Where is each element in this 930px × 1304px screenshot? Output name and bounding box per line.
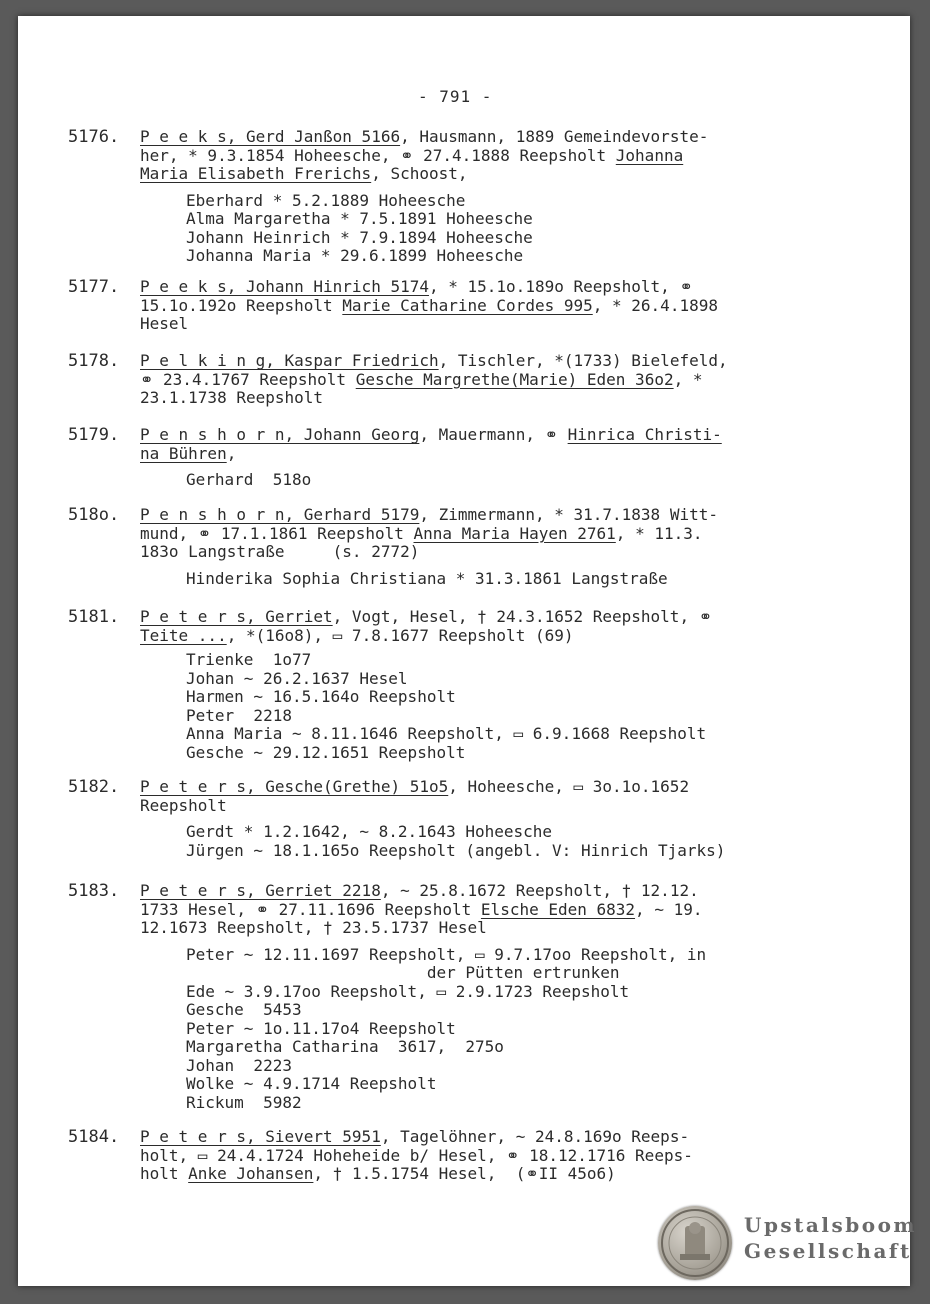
text-segment: , Hausmann, 1889 Gemeindevorste- (400, 127, 709, 146)
page-number: - 791 - (418, 87, 493, 106)
text-segment: , *(16o8), ▭ 7.8.1677 Reepsholt (69) (226, 625, 574, 645)
entry-text (140, 128, 840, 184)
text-segment: , ~ 25.8.1672 Reepsholt, † 12.12. (380, 881, 699, 900)
text-segment: her, * 9.3.1854 Hoheesche, ⚭ 27.4.1888 Reepsholt (140, 145, 616, 165)
child-item: Peter 2218 (186, 705, 292, 725)
text-segment: mund, ⚭ 17.1.1861 Reepsholt (140, 523, 414, 543)
underlined-name: P e t e r s, Gerriet (140, 607, 333, 626)
text-segment: Reepsholt (140, 795, 227, 815)
entry-number: 5177. (68, 277, 120, 297)
entry-line (140, 352, 840, 371)
entry-line (140, 882, 840, 901)
child-item: Wolke ~ 4.9.1714 Reepsholt (186, 1074, 437, 1093)
underlined-name: Teite ... (140, 625, 227, 645)
child-item: Ede ~ 3.9.17oo Reepsholt, ▭ 2.9.1723 Reepsholt (186, 981, 630, 1001)
text-segment: , Schoost, (371, 164, 468, 183)
child-item: Johann Heinrich * 7.9.1894 Hoheesche (186, 227, 533, 247)
underlined-name: Maria Elisabeth Frerichs (140, 164, 372, 183)
child-item: Peter ~ 12.11.1697 Reepsholt, ▭ 9.7.17oo Reepsholt, in (186, 944, 707, 964)
entry-line (140, 426, 840, 445)
child-item: Gesche ~ 29.12.1651 Reepsholt (186, 742, 466, 762)
text-segment: ⚭ 23.4.1767 Reepsholt (140, 369, 356, 389)
underlined-name: Elsche Eden 6832 (480, 899, 636, 919)
child-item: Gesche 5453 (186, 1000, 302, 1019)
society-logo (658, 1204, 918, 1284)
text-segment: Hesel (140, 314, 189, 333)
child-item: Jürgen ~ 18.1.165o Reepsholt (angebl. V: Hinrich Tjarks) (186, 840, 726, 860)
text-segment: , Tischler, *(1733) Bielefeld, (438, 351, 728, 370)
entry-line (140, 297, 840, 316)
entry-text (140, 506, 840, 562)
entry-text (140, 778, 840, 815)
entry-line (140, 919, 840, 938)
society-name (744, 1212, 917, 1264)
entry-line (140, 389, 840, 408)
child-item: Johanna Maria * 29.6.1899 Hoheesche (186, 246, 524, 265)
entry-text (140, 608, 840, 645)
children-list (186, 823, 846, 860)
text-segment: 1733 Hesel, ⚭ 27.11.1696 Reepsholt (140, 899, 481, 919)
society-name-line1: Upstalsboom (744, 1213, 918, 1237)
underlined-name: P e t e r s, Gerriet 2218 (140, 881, 381, 900)
underlined-name: na Bühren (140, 443, 227, 463)
entry-line (140, 525, 840, 544)
entry-text (140, 278, 840, 334)
text-segment: 12.1673 Reepsholt, † 23.5.1737 Hesel (140, 918, 487, 937)
underlined-name: Anke Johansen (188, 1164, 314, 1183)
entry-text (140, 426, 840, 463)
text-segment: , (226, 443, 237, 463)
children-list (186, 471, 846, 490)
children-list (186, 651, 846, 762)
underlined-name: Gesche Margrethe(Marie) Eden 36o2 (355, 369, 674, 389)
child-item: Johan ~ 26.2.1637 Hesel (186, 668, 408, 688)
children-list (186, 570, 846, 589)
underlined-name: P e n s h o r n, Johann Georg (140, 425, 420, 444)
entry-line (140, 1128, 840, 1147)
text-segment: , * 26.4.1898 (592, 295, 718, 315)
underlined-name: P e e k s, Gerd Janßon 5166 (140, 127, 401, 146)
entry-line (140, 371, 840, 390)
seal-emblem-icon (658, 1206, 732, 1280)
children-list (186, 192, 846, 266)
text-segment: holt, ▭ 24.4.1724 Hoheheide b/ Hesel, ⚭ 18.12.1716 Reeps- (140, 1145, 693, 1165)
entry-number: 5176. (68, 127, 120, 147)
entry-line (140, 901, 840, 920)
text-segment: , Tagelöhner, ~ 24.8.169o Reeps- (380, 1127, 690, 1146)
text-segment: , Hoheesche, ▭ 3o.1o.1652 (448, 777, 690, 796)
text-segment: , * (673, 369, 703, 389)
child-item: Gerhard 518o (186, 470, 312, 489)
child-item: der Pütten ertrunken (186, 963, 620, 982)
child-item: Eberhard * 5.2.1889 Hoheesche (186, 190, 466, 210)
society-name-line2: Gesellschaft (744, 1239, 912, 1263)
text-segment: , ~ 19. (635, 899, 703, 919)
child-item: Johan 2223 (186, 1055, 292, 1075)
entry-line (140, 543, 840, 562)
entry-line (140, 797, 840, 816)
children-list (186, 946, 846, 1113)
entry-number: 5178. (68, 351, 120, 371)
text-segment: 23.1.1738 Reepsholt (140, 388, 324, 407)
text-segment: , Zimmermann, * 31.7.1838 Witt- (419, 505, 718, 524)
underlined-name: Hinrica Christi- (567, 425, 722, 444)
child-item: Hinderika Sophia Christiana * 31.3.1861 Langstraße (186, 568, 668, 588)
entry-line (140, 1165, 840, 1184)
entry-number: 518o. (68, 505, 120, 525)
text-segment: , † 1.5.1754 Hesel, (⚭II 45o6) (313, 1164, 616, 1183)
child-item: Margaretha Catharina 3617, 275o (186, 1037, 504, 1056)
text-segment: , * 15.1o.189o Reepsholt, ⚭ (428, 277, 693, 296)
entry-line (140, 608, 840, 627)
text-segment: holt (140, 1164, 189, 1183)
text-segment: , * 11.3. (615, 523, 703, 543)
entry-line (140, 147, 840, 166)
underlined-name: P e n s h o r n, Gerhard 5179 (140, 505, 420, 524)
child-item: Rickum 5982 (186, 1092, 302, 1112)
entry-number: 5182. (68, 777, 120, 797)
child-item: Harmen ~ 16.5.164o Reepsholt (186, 687, 456, 706)
text-segment: , Vogt, Hesel, † 24.3.1652 Reepsholt, ⚭ (332, 607, 713, 626)
child-item: Trienke 1o77 (186, 650, 312, 669)
entry-number: 5179. (68, 425, 120, 445)
document-page (18, 16, 918, 1286)
underlined-name: P e t e r s, Gesche(Grethe) 51o5 (140, 777, 449, 796)
text-segment: 183o Langstraße (s. 2772) (140, 542, 420, 561)
entry-text (140, 1128, 840, 1184)
entry-text (140, 352, 840, 408)
entry-number: 5181. (68, 607, 120, 627)
text-segment: 15.1o.192o Reepsholt (140, 295, 343, 315)
entry-line (140, 778, 840, 797)
child-item: Gerdt * 1.2.1642, ~ 8.2.1643 Hoheesche (186, 822, 553, 841)
underlined-name: P e l k i n g, Kaspar Friedrich (140, 351, 439, 370)
entry-line (140, 165, 840, 184)
entry-line (140, 128, 840, 147)
child-item: Alma Margaretha * 7.5.1891 Hoheesche (186, 209, 533, 228)
underlined-name: P e e k s, Johann Hinrich 5174 (140, 277, 429, 296)
entry-line (140, 278, 840, 297)
entry-line (140, 315, 840, 334)
entry-number: 5183. (68, 881, 120, 901)
underlined-name: P e t e r s, Sievert 5951 (140, 1127, 381, 1146)
underlined-name: Anna Maria Hayen 2761 (413, 523, 616, 543)
child-item: Peter ~ 1o.11.17o4 Reepsholt (186, 1018, 456, 1038)
child-item: Anna Maria ~ 8.11.1646 Reepsholt, ▭ 6.9.1668 Reepsholt (186, 724, 707, 743)
entry-text (140, 882, 840, 938)
entry-line (140, 506, 840, 525)
underlined-name: Marie Catharine Cordes 995 (342, 295, 593, 315)
entry-line (140, 445, 840, 464)
underlined-name: Johanna (615, 145, 684, 165)
entry-line (140, 1147, 840, 1166)
entry-line (140, 627, 840, 646)
text-segment: , Mauermann, ⚭ (419, 425, 568, 444)
entry-number: 5184. (68, 1127, 120, 1147)
